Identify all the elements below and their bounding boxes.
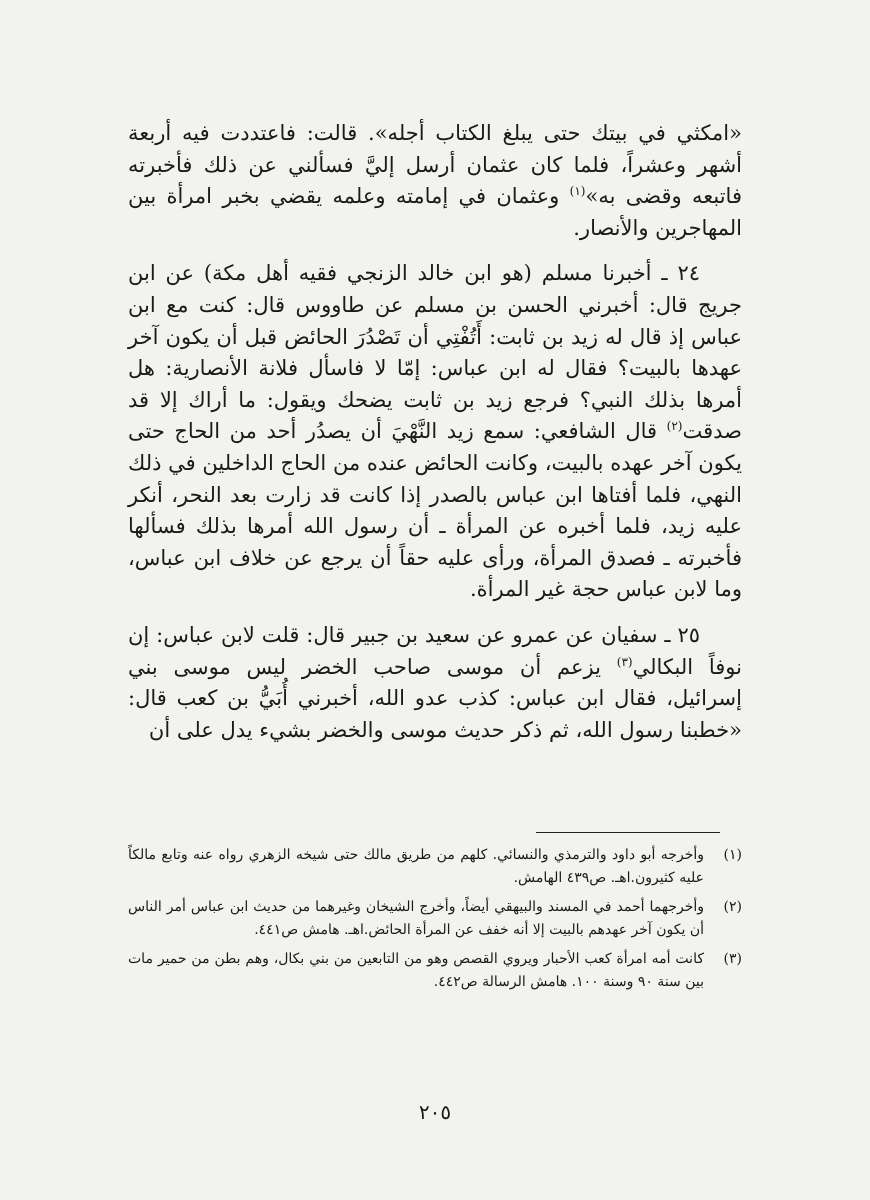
footnote-reference: (٣) <box>616 654 633 669</box>
footnote-reference: (٢) <box>666 419 683 434</box>
paragraph-text: ٢٤ ـ أخبرنا مسلم (هو ابن خالد الزنجي فقيه أهل مكة) عن ابن جريج قال: أخبرني الحسن بن مسلم عن طاووس قال: كنت مع ابن عباس إذ قال له زيد بن ثابت: أَتُفْتِي أن تَصْدُرَ الحائض قبل أن يكون آخر عهدها بالبيت؟ فقال له ابن عباس: إمّا لا فاسأل فلانة الأنصارية: هل أمرها بذلك النبي؟ فرجع زيد بن ثابت يضحك ويقول: ما أراك إلا قد صدقت <box>128 261 742 444</box>
paragraph-hadith-24 <box>128 258 742 606</box>
paragraph-text: «امكثي في بيتك حتى يبلغ الكتاب أجله». قالت: فاعتددت فيه أربعة أشهر وعشراً، فلما كان عثمان أرسل إليَّ فسألني عن ذلك فأخبرته فاتبعه وقضى به» <box>128 121 742 209</box>
footnote-3 <box>128 948 742 994</box>
main-text <box>128 118 742 760</box>
footnote-2 <box>128 896 742 942</box>
footnote-text: وأخرجهما أحمد في المسند والبيهقي أيضاً، وأخرج الشيخان وغيرهما من حديث ابن عباس أمر الناس أن يكون آخر عهدهم بالبيت إلا أنه خفف عن المرأة الحائض.اهـ. هامش ص٤٤١. <box>128 899 704 938</box>
footnotes <box>128 844 742 1000</box>
paragraph-text: ٢٥ ـ سفيان عن عمرو عن سعيد بن جبير قال: قلت لابن عباس: إن نوفاً البكالي <box>128 622 742 679</box>
page-number: ٢٠٥ <box>418 1100 452 1124</box>
footnote-text: وأخرجه أبو داود والترمذي والنسائي. كلهم من طريق مالك حتى شيخه الزهري رواه عنه وتابع مالكاً عليه كثيرون.اهـ. ص٤٣٩ الهامش. <box>128 847 704 886</box>
paragraph-hadith-25 <box>128 620 742 746</box>
paragraph-text: قال الشافعي: سمع زيد النَّهْيَ أن يصدُر أحد من الحاج حتى يكون آخر عهده بالبيت، وكانت الحائض عنده من الحاج الداخلين في ذلك النهي، فلما أفتاها ابن عباس بالصدر إذا كانت قد زارت بعد النحر، أنكر عليه زيد، فلما أخبره عن المرأة ـ أن رسول الله أمرها بذلك فسألها فأخبرته ـ فصدق المرأة، ورأى عليه حقاً أن يرجع عن خلاف ابن عباس، وما لابن عباس حجة غير المرأة. <box>128 419 742 602</box>
paragraph-text: يزعم أن موسى صاحب الخضر ليس موسى بني إسرائيل، فقال ابن عباس: كذب عدو الله، أخبرني أُبَيُّ بن كعب قال: «خطبنا رسول الله، ثم ذكر حديث موسى والخضر بشيء يدل على أن <box>128 654 742 742</box>
paragraph-text: وعثمان في إمامته وعلمه يقضي بخبر امرأة بين المهاجرين والأنصار. <box>128 184 742 240</box>
footnote-number: (٢) <box>723 899 742 915</box>
footnote-reference: (١) <box>569 184 586 199</box>
footnote-separator <box>536 832 720 833</box>
footnote-1 <box>128 844 742 890</box>
footnote-number: (٣) <box>723 951 742 967</box>
paragraph-quote-continuation <box>128 118 742 244</box>
footnote-text: كانت أمه امرأة كعب الأحبار ويروي القصص وهو من التابعين من بني بكال، وهم بطن من حمير مات بين سنة ٩٠ وسنة ١٠٠. هامش الرسالة ص٤٤٢. <box>128 951 704 990</box>
footnote-number: (١) <box>723 847 742 863</box>
